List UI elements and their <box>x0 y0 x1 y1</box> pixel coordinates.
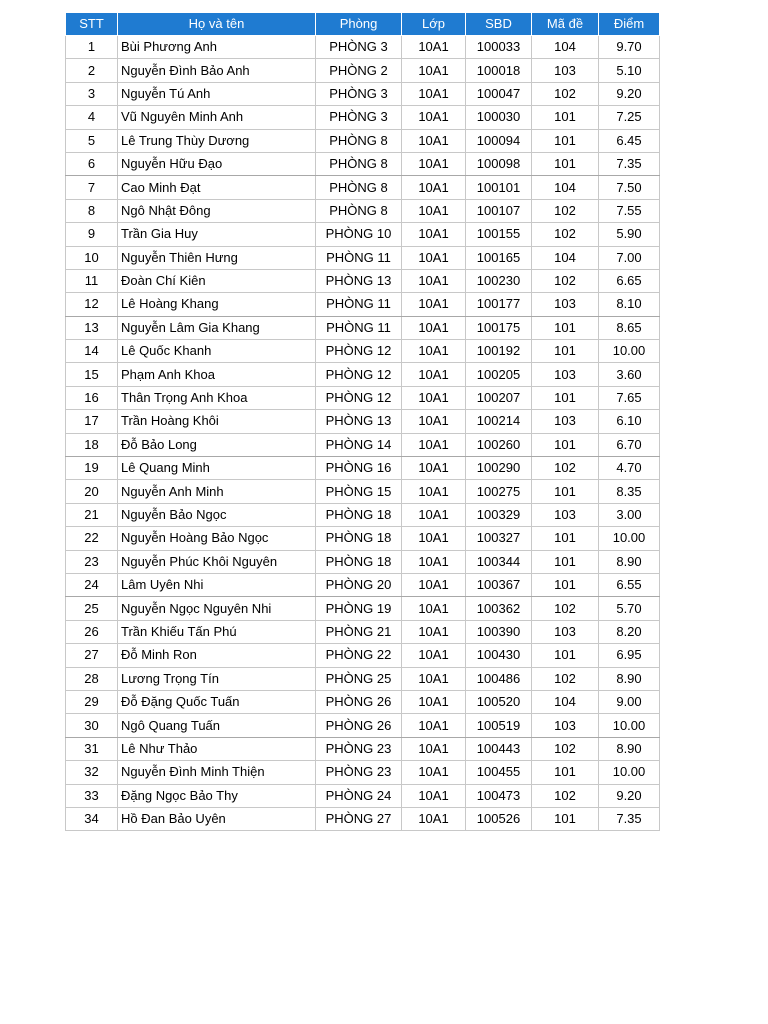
cell-sbd: 100177 <box>466 293 532 316</box>
cell-stt: 10 <box>66 246 118 269</box>
cell-ma-de: 101 <box>532 316 599 339</box>
cell-ma-de: 104 <box>532 36 599 59</box>
cell-diem: 7.50 <box>599 176 660 199</box>
cell-phong: PHÒNG 2 <box>316 59 402 82</box>
table-row <box>66 737 660 760</box>
cell-stt: 1 <box>66 36 118 59</box>
cell-diem: 3.60 <box>599 363 660 386</box>
cell-ma-de: 102 <box>532 223 599 246</box>
table-row <box>66 386 660 409</box>
table-row <box>66 269 660 292</box>
cell-phong: PHÒNG 11 <box>316 293 402 316</box>
cell-phong: PHÒNG 8 <box>316 152 402 175</box>
cell-lop: 10A1 <box>402 550 466 573</box>
cell-sbd: 100207 <box>466 386 532 409</box>
cell-sbd: 100165 <box>466 246 532 269</box>
table-row <box>66 480 660 503</box>
cell-lop: 10A1 <box>402 152 466 175</box>
cell-diem: 7.35 <box>599 807 660 830</box>
cell-diem: 9.20 <box>599 784 660 807</box>
cell-phong: PHÒNG 14 <box>316 433 402 456</box>
cell-sbd: 100390 <box>466 620 532 643</box>
cell-ho-ten: Lê Quốc Khanh <box>118 340 316 363</box>
cell-ho-ten: Nguyễn Anh Minh <box>118 480 316 503</box>
cell-ho-ten: Đỗ Minh Ron <box>118 644 316 667</box>
table-row <box>66 714 660 737</box>
cell-lop: 10A1 <box>402 176 466 199</box>
cell-lop: 10A1 <box>402 293 466 316</box>
cell-diem: 8.35 <box>599 480 660 503</box>
cell-sbd: 100526 <box>466 807 532 830</box>
cell-ma-de: 101 <box>532 106 599 129</box>
header-ma-de: Mã đề <box>532 13 599 36</box>
cell-lop: 10A1 <box>402 480 466 503</box>
table-row <box>66 457 660 480</box>
cell-stt: 11 <box>66 269 118 292</box>
cell-lop: 10A1 <box>402 784 466 807</box>
cell-sbd: 100362 <box>466 597 532 620</box>
cell-ma-de: 103 <box>532 503 599 526</box>
cell-ma-de: 103 <box>532 59 599 82</box>
cell-ma-de: 102 <box>532 784 599 807</box>
cell-diem: 6.10 <box>599 410 660 433</box>
table-row <box>66 129 660 152</box>
cell-diem: 8.90 <box>599 737 660 760</box>
cell-diem: 6.65 <box>599 269 660 292</box>
cell-diem: 9.20 <box>599 82 660 105</box>
table-row <box>66 667 660 690</box>
cell-sbd: 100192 <box>466 340 532 363</box>
cell-phong: PHÒNG 18 <box>316 550 402 573</box>
cell-phong: PHÒNG 22 <box>316 644 402 667</box>
table-row <box>66 59 660 82</box>
cell-diem: 10.00 <box>599 714 660 737</box>
cell-sbd: 100520 <box>466 690 532 713</box>
cell-sbd: 100430 <box>466 644 532 667</box>
cell-stt: 27 <box>66 644 118 667</box>
table-row <box>66 363 660 386</box>
cell-lop: 10A1 <box>402 597 466 620</box>
cell-stt: 28 <box>66 667 118 690</box>
cell-phong: PHÒNG 23 <box>316 737 402 760</box>
cell-ho-ten: Nguyễn Phúc Khôi Nguyên <box>118 550 316 573</box>
cell-sbd: 100473 <box>466 784 532 807</box>
cell-lop: 10A1 <box>402 737 466 760</box>
cell-sbd: 100047 <box>466 82 532 105</box>
cell-ho-ten: Nguyễn Đình Minh Thiện <box>118 761 316 784</box>
cell-lop: 10A1 <box>402 714 466 737</box>
cell-ma-de: 103 <box>532 410 599 433</box>
cell-ma-de: 101 <box>532 152 599 175</box>
cell-stt: 26 <box>66 620 118 643</box>
cell-ho-ten: Nguyễn Tú Anh <box>118 82 316 105</box>
cell-sbd: 100205 <box>466 363 532 386</box>
cell-diem: 7.00 <box>599 246 660 269</box>
cell-diem: 5.10 <box>599 59 660 82</box>
cell-stt: 14 <box>66 340 118 363</box>
cell-diem: 8.20 <box>599 620 660 643</box>
table-row <box>66 36 660 59</box>
cell-ho-ten: Đoàn Chí Kiên <box>118 269 316 292</box>
cell-stt: 17 <box>66 410 118 433</box>
cell-ho-ten: Đỗ Đặng Quốc Tuấn <box>118 690 316 713</box>
cell-ho-ten: Phạm Anh Khoa <box>118 363 316 386</box>
cell-phong: PHÒNG 23 <box>316 761 402 784</box>
cell-ho-ten: Lâm Uyên Nhi <box>118 573 316 596</box>
table-row <box>66 503 660 526</box>
cell-ho-ten: Nguyễn Bảo Ngọc <box>118 503 316 526</box>
cell-ma-de: 102 <box>532 269 599 292</box>
cell-ho-ten: Ngô Quang Tuấn <box>118 714 316 737</box>
cell-phong: PHÒNG 3 <box>316 106 402 129</box>
table-row <box>66 573 660 596</box>
cell-lop: 10A1 <box>402 433 466 456</box>
cell-ho-ten: Vũ Nguyên Minh Anh <box>118 106 316 129</box>
cell-ho-ten: Nguyễn Đình Bảo Anh <box>118 59 316 82</box>
table-row <box>66 597 660 620</box>
cell-phong: PHÒNG 25 <box>316 667 402 690</box>
cell-ma-de: 102 <box>532 737 599 760</box>
table-row <box>66 106 660 129</box>
cell-phong: PHÒNG 18 <box>316 503 402 526</box>
header-row <box>66 13 660 36</box>
cell-stt: 23 <box>66 550 118 573</box>
cell-sbd: 100329 <box>466 503 532 526</box>
cell-diem: 4.70 <box>599 457 660 480</box>
table-row <box>66 620 660 643</box>
cell-sbd: 100214 <box>466 410 532 433</box>
cell-stt: 18 <box>66 433 118 456</box>
cell-ho-ten: Nguyễn Ngọc Nguyên Nhi <box>118 597 316 620</box>
cell-stt: 12 <box>66 293 118 316</box>
cell-lop: 10A1 <box>402 386 466 409</box>
cell-sbd: 100275 <box>466 480 532 503</box>
table-row <box>66 807 660 830</box>
cell-lop: 10A1 <box>402 106 466 129</box>
cell-ma-de: 104 <box>532 690 599 713</box>
cell-stt: 6 <box>66 152 118 175</box>
table-row <box>66 340 660 363</box>
cell-stt: 33 <box>66 784 118 807</box>
cell-ho-ten: Ngô Nhật Đông <box>118 199 316 222</box>
cell-sbd: 100018 <box>466 59 532 82</box>
cell-ma-de: 102 <box>532 597 599 620</box>
cell-phong: PHÒNG 13 <box>316 410 402 433</box>
table-row <box>66 199 660 222</box>
cell-sbd: 100033 <box>466 36 532 59</box>
cell-ho-ten: Nguyễn Lâm Gia Khang <box>118 316 316 339</box>
cell-sbd: 100327 <box>466 527 532 550</box>
cell-ma-de: 101 <box>532 761 599 784</box>
cell-sbd: 100230 <box>466 269 532 292</box>
cell-ma-de: 102 <box>532 199 599 222</box>
cell-ho-ten: Lê Như Thảo <box>118 737 316 760</box>
cell-phong: PHÒNG 3 <box>316 82 402 105</box>
table-row <box>66 293 660 316</box>
cell-stt: 34 <box>66 807 118 830</box>
cell-lop: 10A1 <box>402 620 466 643</box>
cell-ho-ten: Đặng Ngọc Bảo Thy <box>118 784 316 807</box>
cell-ho-ten: Lê Quang Minh <box>118 457 316 480</box>
cell-phong: PHÒNG 3 <box>316 36 402 59</box>
cell-ma-de: 101 <box>532 807 599 830</box>
cell-phong: PHÒNG 21 <box>316 620 402 643</box>
cell-stt: 13 <box>66 316 118 339</box>
cell-stt: 8 <box>66 199 118 222</box>
cell-stt: 20 <box>66 480 118 503</box>
header-ho-ten: Họ và tên <box>118 13 316 36</box>
table-body <box>66 36 660 831</box>
cell-stt: 19 <box>66 457 118 480</box>
cell-lop: 10A1 <box>402 223 466 246</box>
cell-ma-de: 103 <box>532 293 599 316</box>
cell-ma-de: 101 <box>532 433 599 456</box>
cell-lop: 10A1 <box>402 246 466 269</box>
table-row <box>66 223 660 246</box>
table-row <box>66 82 660 105</box>
cell-phong: PHÒNG 8 <box>316 129 402 152</box>
cell-ma-de: 101 <box>532 480 599 503</box>
cell-ma-de: 101 <box>532 550 599 573</box>
cell-lop: 10A1 <box>402 761 466 784</box>
cell-diem: 9.00 <box>599 690 660 713</box>
cell-ma-de: 104 <box>532 246 599 269</box>
cell-sbd: 100443 <box>466 737 532 760</box>
header-diem: Điểm <box>599 13 660 36</box>
cell-diem: 7.25 <box>599 106 660 129</box>
cell-lop: 10A1 <box>402 340 466 363</box>
cell-stt: 32 <box>66 761 118 784</box>
cell-ma-de: 103 <box>532 363 599 386</box>
cell-phong: PHÒNG 24 <box>316 784 402 807</box>
cell-sbd: 100260 <box>466 433 532 456</box>
cell-stt: 31 <box>66 737 118 760</box>
cell-diem: 8.10 <box>599 293 660 316</box>
cell-diem: 10.00 <box>599 761 660 784</box>
cell-sbd: 100290 <box>466 457 532 480</box>
cell-ho-ten: Thân Trọng Anh Khoa <box>118 386 316 409</box>
cell-ho-ten: Trần Hoàng Khôi <box>118 410 316 433</box>
cell-ma-de: 101 <box>532 129 599 152</box>
cell-diem: 10.00 <box>599 340 660 363</box>
cell-diem: 7.65 <box>599 386 660 409</box>
cell-lop: 10A1 <box>402 36 466 59</box>
table-row <box>66 550 660 573</box>
cell-phong: PHÒNG 11 <box>316 246 402 269</box>
cell-diem: 6.45 <box>599 129 660 152</box>
cell-stt: 21 <box>66 503 118 526</box>
cell-lop: 10A1 <box>402 503 466 526</box>
cell-lop: 10A1 <box>402 667 466 690</box>
cell-phong: PHÒNG 12 <box>316 363 402 386</box>
table-row <box>66 690 660 713</box>
cell-lop: 10A1 <box>402 363 466 386</box>
cell-stt: 29 <box>66 690 118 713</box>
cell-stt: 2 <box>66 59 118 82</box>
cell-ma-de: 101 <box>532 340 599 363</box>
cell-phong: PHÒNG 10 <box>316 223 402 246</box>
cell-sbd: 100098 <box>466 152 532 175</box>
cell-lop: 10A1 <box>402 269 466 292</box>
cell-stt: 30 <box>66 714 118 737</box>
cell-diem: 7.55 <box>599 199 660 222</box>
cell-stt: 9 <box>66 223 118 246</box>
cell-ho-ten: Trần Gia Huy <box>118 223 316 246</box>
cell-phong: PHÒNG 27 <box>316 807 402 830</box>
cell-ma-de: 103 <box>532 714 599 737</box>
cell-diem: 10.00 <box>599 527 660 550</box>
cell-ma-de: 101 <box>532 386 599 409</box>
cell-ho-ten: Nguyễn Hoàng Bảo Ngọc <box>118 527 316 550</box>
cell-lop: 10A1 <box>402 316 466 339</box>
header-phong: Phòng <box>316 13 402 36</box>
cell-ma-de: 101 <box>532 527 599 550</box>
header-sbd: SBD <box>466 13 532 36</box>
cell-phong: PHÒNG 26 <box>316 690 402 713</box>
cell-sbd: 100101 <box>466 176 532 199</box>
table-row <box>66 176 660 199</box>
cell-ma-de: 102 <box>532 457 599 480</box>
cell-phong: PHÒNG 8 <box>316 176 402 199</box>
cell-sbd: 100094 <box>466 129 532 152</box>
cell-lop: 10A1 <box>402 199 466 222</box>
cell-ho-ten: Lê Trung Thùy Dương <box>118 129 316 152</box>
header-stt: STT <box>66 13 118 36</box>
cell-sbd: 100175 <box>466 316 532 339</box>
cell-ma-de: 104 <box>532 176 599 199</box>
cell-stt: 15 <box>66 363 118 386</box>
cell-lop: 10A1 <box>402 457 466 480</box>
table-row <box>66 527 660 550</box>
cell-phong: PHÒNG 26 <box>316 714 402 737</box>
cell-lop: 10A1 <box>402 807 466 830</box>
cell-diem: 3.00 <box>599 503 660 526</box>
cell-sbd: 100155 <box>466 223 532 246</box>
cell-stt: 5 <box>66 129 118 152</box>
cell-lop: 10A1 <box>402 644 466 667</box>
table-header <box>66 13 660 36</box>
cell-phong: PHÒNG 13 <box>316 269 402 292</box>
table-row <box>66 644 660 667</box>
cell-ho-ten: Nguyễn Hữu Đạo <box>118 152 316 175</box>
table-row <box>66 152 660 175</box>
table-row <box>66 433 660 456</box>
cell-stt: 3 <box>66 82 118 105</box>
cell-ho-ten: Lê Hoàng Khang <box>118 293 316 316</box>
cell-phong: PHÒNG 11 <box>316 316 402 339</box>
cell-phong: PHÒNG 12 <box>316 386 402 409</box>
cell-stt: 22 <box>66 527 118 550</box>
table-row <box>66 761 660 784</box>
cell-ma-de: 102 <box>532 82 599 105</box>
score-table <box>65 12 660 831</box>
cell-diem: 8.90 <box>599 667 660 690</box>
cell-diem: 6.70 <box>599 433 660 456</box>
cell-ho-ten: Hồ Đan Bảo Uyên <box>118 807 316 830</box>
cell-ho-ten: Bùi Phương Anh <box>118 36 316 59</box>
cell-lop: 10A1 <box>402 527 466 550</box>
cell-diem: 8.65 <box>599 316 660 339</box>
cell-ho-ten: Trần Khiếu Tấn Phú <box>118 620 316 643</box>
cell-phong: PHÒNG 20 <box>316 573 402 596</box>
cell-sbd: 100107 <box>466 199 532 222</box>
cell-sbd: 100030 <box>466 106 532 129</box>
cell-sbd: 100455 <box>466 761 532 784</box>
cell-phong: PHÒNG 16 <box>316 457 402 480</box>
cell-stt: 7 <box>66 176 118 199</box>
cell-phong: PHÒNG 18 <box>316 527 402 550</box>
cell-ma-de: 102 <box>532 667 599 690</box>
cell-lop: 10A1 <box>402 129 466 152</box>
cell-ho-ten: Lương Trọng Tín <box>118 667 316 690</box>
cell-diem: 5.70 <box>599 597 660 620</box>
cell-stt: 16 <box>66 386 118 409</box>
cell-ma-de: 101 <box>532 573 599 596</box>
cell-ma-de: 103 <box>532 620 599 643</box>
cell-phong: PHÒNG 19 <box>316 597 402 620</box>
table-row <box>66 784 660 807</box>
cell-sbd: 100519 <box>466 714 532 737</box>
table-row <box>66 316 660 339</box>
table-row <box>66 410 660 433</box>
cell-ho-ten: Nguyễn Thiên Hưng <box>118 246 316 269</box>
cell-stt: 4 <box>66 106 118 129</box>
cell-diem: 5.90 <box>599 223 660 246</box>
cell-sbd: 100486 <box>466 667 532 690</box>
cell-lop: 10A1 <box>402 410 466 433</box>
cell-diem: 6.95 <box>599 644 660 667</box>
cell-stt: 24 <box>66 573 118 596</box>
cell-diem: 8.90 <box>599 550 660 573</box>
cell-lop: 10A1 <box>402 573 466 596</box>
cell-ma-de: 101 <box>532 644 599 667</box>
header-lop: Lớp <box>402 13 466 36</box>
cell-ho-ten: Cao Minh Đạt <box>118 176 316 199</box>
cell-lop: 10A1 <box>402 59 466 82</box>
cell-phong: PHÒNG 15 <box>316 480 402 503</box>
cell-diem: 6.55 <box>599 573 660 596</box>
table-row <box>66 246 660 269</box>
cell-diem: 7.35 <box>599 152 660 175</box>
cell-phong: PHÒNG 12 <box>316 340 402 363</box>
cell-sbd: 100344 <box>466 550 532 573</box>
cell-ho-ten: Đỗ Bảo Long <box>118 433 316 456</box>
cell-lop: 10A1 <box>402 82 466 105</box>
cell-phong: PHÒNG 8 <box>316 199 402 222</box>
cell-lop: 10A1 <box>402 690 466 713</box>
cell-diem: 9.70 <box>599 36 660 59</box>
cell-sbd: 100367 <box>466 573 532 596</box>
cell-stt: 25 <box>66 597 118 620</box>
